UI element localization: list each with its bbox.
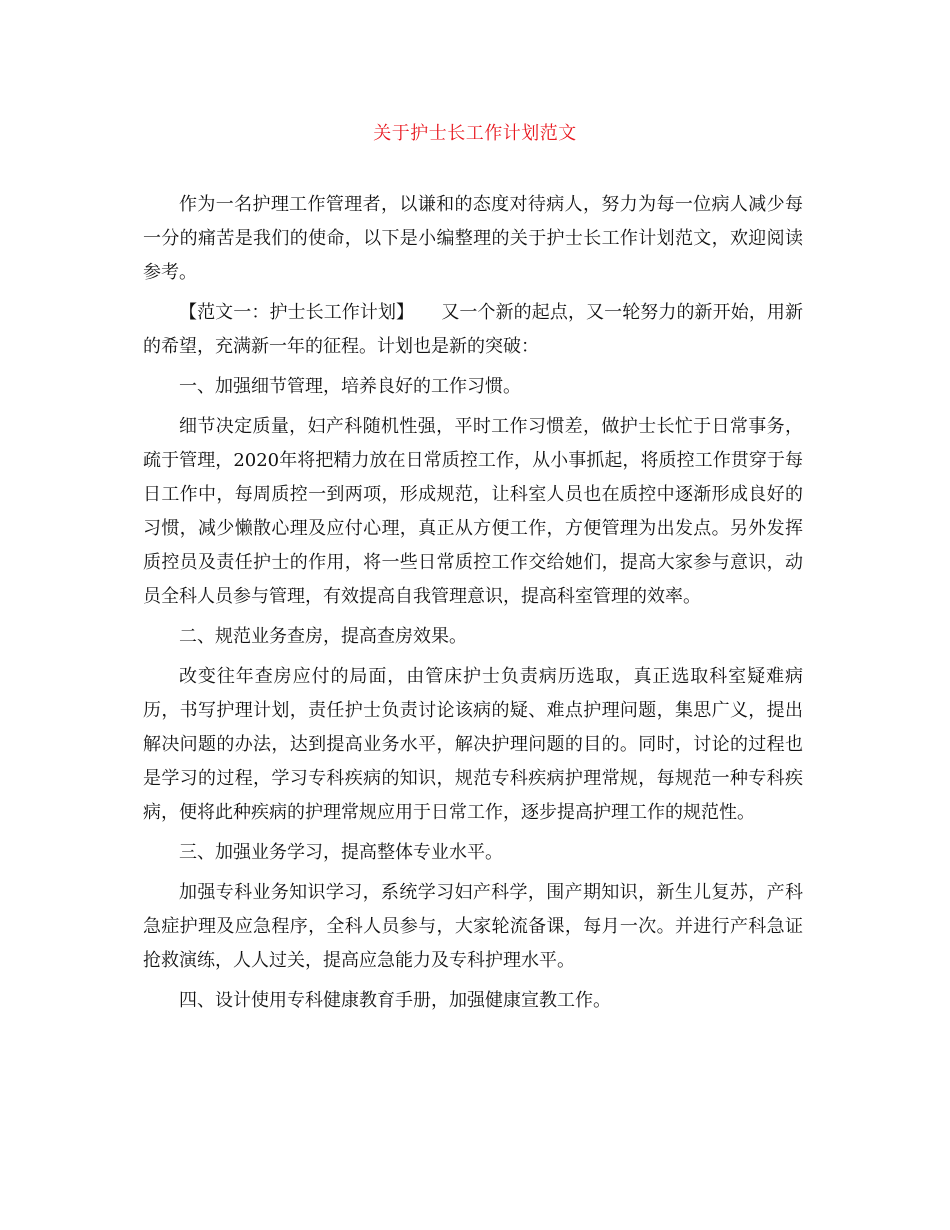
section-heading-4: 四、设计使用专科健康教育手册，加强健康宣教工作。 [179, 990, 611, 1011]
section-heading-1: 一、加强细节管理，培养良好的工作习惯。 [179, 376, 521, 397]
sample-one-paragraph: 【范文一：护士长工作计划】 又一个新的起点，又一轮努力的新开始，用新的希望，充满新一年的征程。计划也是新的突破： [143, 302, 803, 357]
section-heading-3: 三、加强业务学习，提高整体专业水平。 [179, 842, 503, 863]
section-paragraph-1: 细节决定质量，妇产科随机性强，平时工作习惯差，做护士长忙于日常事务，疏于管理，2020年将把精力放在日常质控工作，从小事抓起，将质控工作贯穿于每日工作中，每周质控一到两项，形成规范，让科室人员也在质控中逐渐形成良好的习惯，减少懒散心理及应付心理，真正从方便工作，方便管理为出发点。另外发挥质控员及责任护士的作用，将一些日常质控工作交给她们，提高大家参与意识，动员全科人员参与管理，有效提高自我管理意识，提高科室管理的效率。 [143, 416, 803, 607]
document-title: 关于护士长工作计划范文 [373, 123, 577, 144]
section-paragraph-3: 加强专科业务知识学习，系统学习妇产科学，围产期知识，新生儿复苏，产科急症护理及应急程序，全科人员参与，大家轮流备课，每月一次。并进行产科急证抢救演练，人人过关，提高应急能力及专科护理水平。 [143, 882, 803, 971]
section-paragraph-2: 改变往年查房应付的局面，由管床护士负责病历选取，真正选取科室疑难病历，书写护理计划，责任护士负责讨论该病的疑、难点护理问题，集思广义，提出解决问题的办法，达到提高业务水平，解决护理问题的目的。同时，讨论的过程也是学习的过程，学习专科疾病的知识，规范专科疾病护理常规，每规范一种专科疾病，便将此种疾病的护理常规应用于日常工作，逐步提高护理工作的规范性。 [143, 666, 803, 823]
document-body [143, 188, 803, 1024]
section-heading-2: 二、规范业务查房，提高查房效果。 [179, 626, 467, 647]
intro-paragraph: 作为一名护理工作管理者，以谦和的态度对待病人，努力为每一位病人减少每一分的痛苦是我们的使命，以下是小编整理的关于护士长工作计划范文，欢迎阅读参考。 [143, 194, 803, 283]
